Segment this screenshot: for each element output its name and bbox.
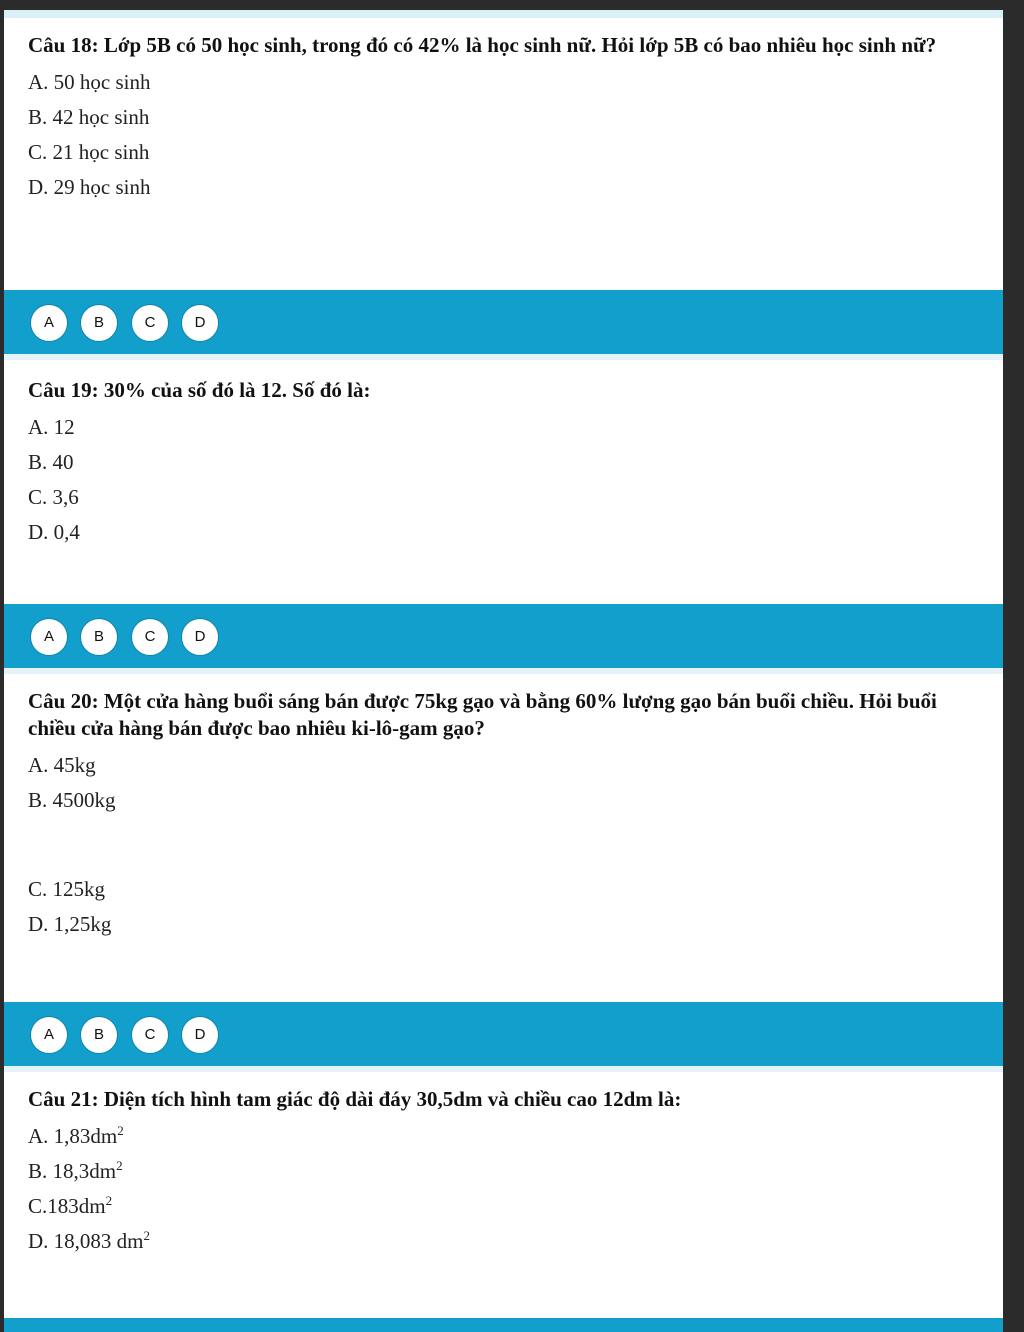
answer-choice-b[interactable]: B (80, 304, 118, 342)
question-21 (28, 1086, 958, 1259)
question-21-option-d (28, 1224, 958, 1259)
option-exponent: 2 (116, 1158, 123, 1173)
question-20-option-b: B. 4500kg (28, 788, 116, 812)
question-18-option-a: A. 50 học sinh (28, 70, 151, 94)
question-19-option-b: B. 40 (28, 450, 74, 474)
answer-choice-d[interactable]: D (181, 1016, 219, 1054)
answer-choice-c[interactable]: C (131, 304, 169, 342)
option-spacer (28, 818, 958, 872)
option-exponent: 2 (143, 1228, 151, 1243)
question-20-option-c: C. 125kg (28, 877, 106, 901)
answer-choice-a[interactable]: A (30, 1016, 68, 1054)
option-exponent: 2 (117, 1123, 124, 1138)
top-frame-bar (0, 0, 1024, 10)
question-21-text: Câu 21: Diện tích hình tam giác độ dài đáy 30,5dm và chiều cao 12dm là: (28, 1087, 682, 1111)
answer-choice-b[interactable]: B (80, 1016, 118, 1054)
question-18-option-c: C. 21 học sinh (28, 140, 150, 164)
answer-choice-c[interactable]: C (131, 618, 169, 656)
question-20 (28, 688, 958, 942)
question-18-text: Câu 18: Lớp 5B có 50 học sinh, trong đó có 42% là học sinh nữ. Hỏi lớp 5B có bao nhiêu học sinh nữ? (28, 33, 937, 57)
answer-bar-question-19 (4, 604, 1003, 674)
question-20-text: Câu 20: Một cửa hàng buổi sáng bán được 75kg gạo và bằng 60% lượng gạo bán buổi chiều. Hỏi buổi chiều cửa hàng bán được bao nhiêu ki-lô-gam gạo? (28, 689, 937, 740)
option-value: 183dm (47, 1194, 106, 1218)
answer-choice-c[interactable]: C (131, 1016, 169, 1054)
quiz-page (4, 10, 1003, 1332)
question-20-option-a: A. 45kg (28, 753, 96, 777)
question-21-option-c (28, 1189, 958, 1224)
answer-bar-question-20 (4, 1002, 1003, 1072)
option-exponent: 2 (105, 1193, 113, 1208)
answer-choice-a[interactable]: A (30, 618, 68, 656)
question-18 (28, 32, 958, 205)
option-prefix: A. (28, 1124, 54, 1148)
question-21-option-b (28, 1154, 958, 1189)
question-21-option-a (28, 1119, 958, 1154)
question-20-option-d: D. 1,25kg (28, 912, 112, 936)
answer-choice-d[interactable]: D (181, 618, 219, 656)
answer-choice-b[interactable]: B (80, 618, 118, 656)
question-19-option-a: A. 12 (28, 415, 75, 439)
question-19-option-c: C. 3,6 (28, 485, 79, 509)
option-prefix: B. (28, 1159, 53, 1183)
option-value: 18,083 dm (53, 1229, 144, 1253)
option-prefix: C. (28, 1194, 48, 1218)
option-prefix: D. (28, 1229, 54, 1253)
question-18-option-d: D. 29 học sinh (28, 175, 151, 199)
answer-bar-question-21 (4, 1318, 1003, 1332)
question-19-text: Câu 19: 30% của số đó là 12. Số đó là: (28, 378, 371, 402)
question-19 (28, 377, 958, 550)
answer-bar-question-18 (4, 290, 1003, 360)
question-19-option-d: D. 0,4 (28, 520, 80, 544)
option-value: 18,3dm (52, 1159, 117, 1183)
answer-choice-d[interactable]: D (181, 304, 219, 342)
question-18-option-b: B. 42 học sinh (28, 105, 150, 129)
answer-choice-a[interactable]: A (30, 304, 68, 342)
top-accent-strip (4, 10, 1003, 18)
option-value: 1,83dm (53, 1124, 118, 1148)
